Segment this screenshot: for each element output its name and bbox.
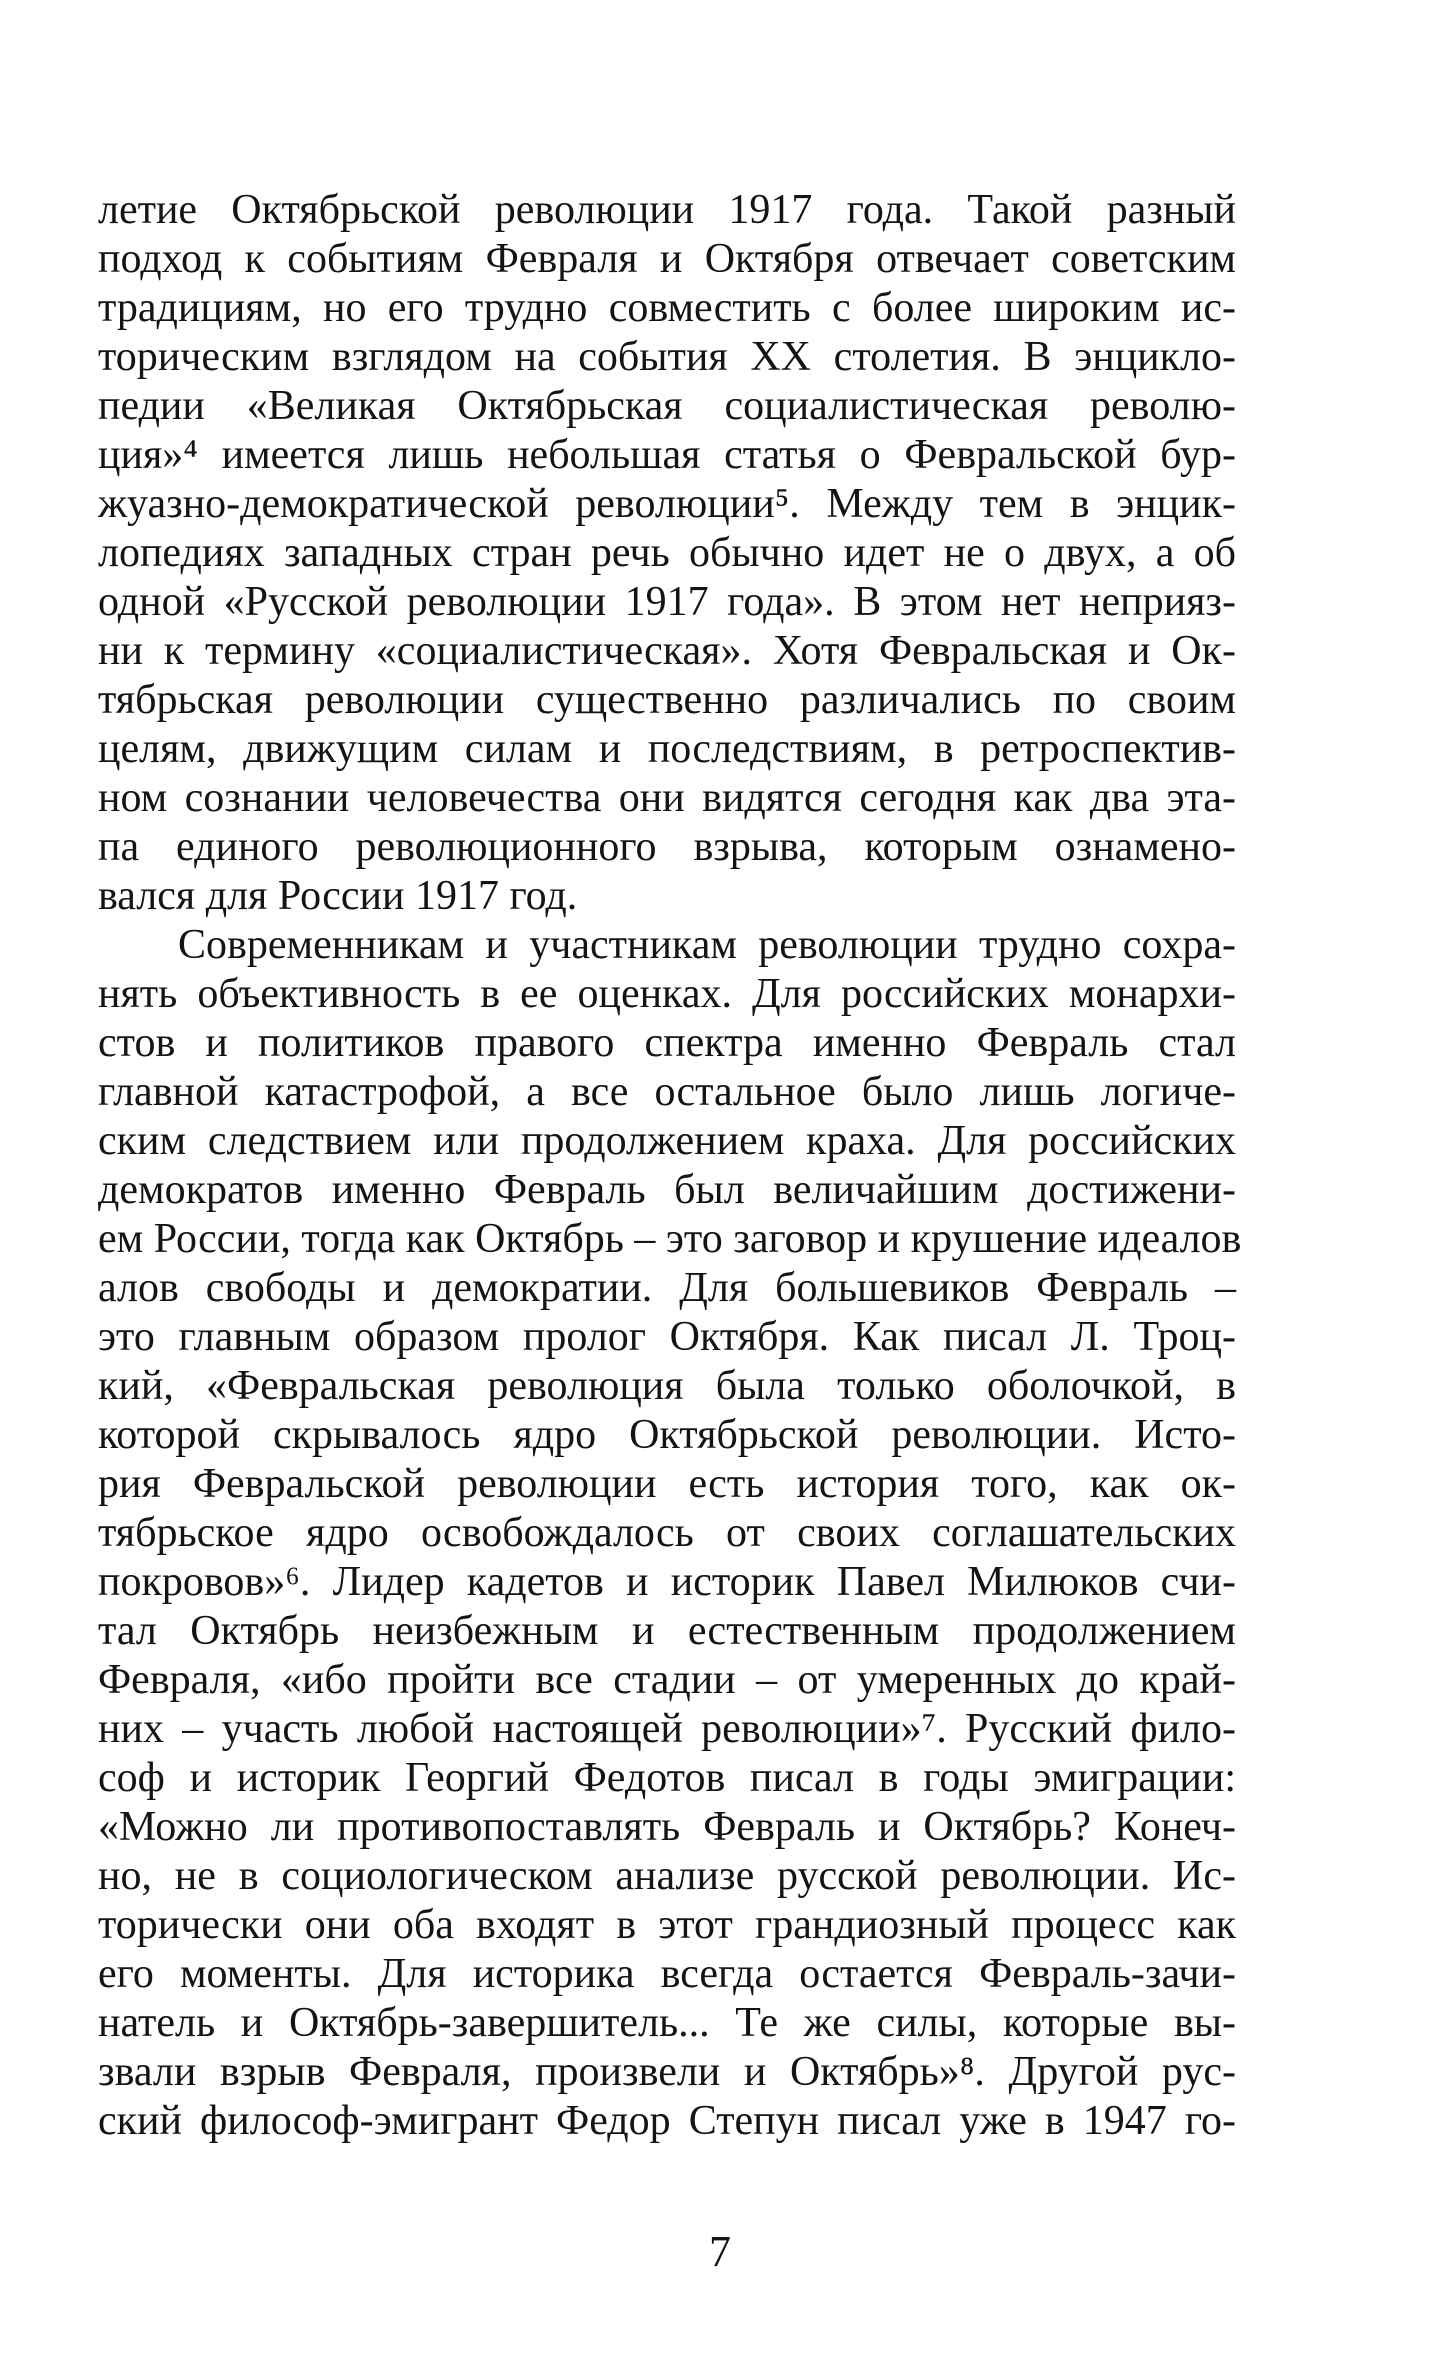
paragraph-2: [98, 921, 1242, 2146]
text-line: нять объективность в ее оценках. Для российских монархи-: [98, 971, 1236, 1017]
text-line: соф и историк Георгий Федотов писал в годы эмиграции:: [98, 1755, 1236, 1801]
text-line: Февраля, «ибо пройти все стадии – от умеренных до край-: [98, 1657, 1236, 1703]
text-line: подход к событиям Февраля и Октября отвечает советским: [98, 236, 1236, 282]
text-line: демократов именно Февраль был величайшим достижени-: [98, 1167, 1236, 1213]
text-line: стов и политиков правого спектра именно Февраль стал: [98, 1020, 1236, 1066]
text-line: ский философ-эмигрант Федор Степун писал уже в 1947 го-: [98, 2098, 1236, 2144]
page-body: [98, 186, 1242, 2146]
text-line: жуазно-демократической революции⁵. Между тем в энцик-: [98, 481, 1236, 527]
text-line: вался для России 1917 год.: [98, 873, 578, 919]
text-line: алов свободы и демократии. Для большевиков Февраль –: [98, 1265, 1236, 1311]
page-number: 7: [709, 2227, 731, 2276]
text-line: его моменты. Для историка всегда остается Февраль-зачи-: [98, 1951, 1236, 1997]
text-line: ским следствием или продолжением краха. Для российских: [98, 1118, 1236, 1164]
text-line: рия Февральской революции есть история того, как ок-: [98, 1461, 1236, 1507]
paragraph-1: [98, 186, 1236, 921]
text-line: торическим взглядом на события XX столетия. В энцикло-: [98, 334, 1236, 380]
text-line: которой скрывалось ядро Октябрьской революции. Исто-: [98, 1412, 1236, 1458]
text-line: торически они оба входят в этот грандиозный процесс как: [98, 1902, 1236, 1948]
text-line: одной «Русской революции 1917 года». В этом нет неприяз-: [98, 579, 1236, 625]
text-line: тябрьская революции существенно различались по своим: [98, 677, 1236, 723]
text-line: «Можно ли противопоставлять Февраль и Октябрь? Конеч-: [98, 1804, 1236, 1850]
text-line: кий, «Февральская революция была только оболочкой, в: [98, 1363, 1236, 1409]
text-line: традициям, но его трудно совместить с более широким ис-: [98, 285, 1236, 331]
text-line: них – участь любой настоящей революции»⁷. Русский фило-: [98, 1706, 1236, 1752]
text-line: летие Октябрьской революции 1917 года. Такой разный: [98, 187, 1236, 233]
text-line: ция»⁴ имеется лишь небольшая статья о Февральской бур-: [98, 432, 1236, 478]
text-line: главной катастрофой, а все остальное было лишь логиче-: [98, 1069, 1236, 1115]
text-line: это главным образом пролог Октября. Как писал Л. Троц-: [98, 1314, 1236, 1360]
text-line: целям, движущим силам и последствиям, в ретроспектив-: [98, 726, 1236, 772]
text-line: лопедиях западных стран речь обычно идет не о двух, а об: [98, 530, 1236, 576]
text-line: ном сознании человечества они видятся сегодня как два эта-: [98, 775, 1236, 821]
text-line: ем России, тогда как Октябрь – это заговор и крушение идеалов: [98, 1216, 1242, 1262]
text-line: педии «Великая Октябрьская социалистическая револю-: [98, 383, 1236, 429]
text-line: тябрьское ядро освобождалось от своих соглашательских: [98, 1510, 1236, 1556]
text-line: тал Октябрь неизбежным и естественным продолжением: [98, 1608, 1236, 1654]
text-line: ни к термину «социалистическая». Хотя Февральская и Ок-: [98, 628, 1236, 674]
text-line: па единого революционного взрыва, которым ознамено-: [98, 824, 1236, 870]
text-line: покровов»⁶. Лидер кадетов и историк Павел Милюков счи-: [98, 1559, 1236, 1605]
text-line: но, не в социологическом анализе русской революции. Ис-: [98, 1853, 1236, 1899]
text-line: натель и Октябрь-завершитель... Те же силы, которые вы-: [98, 2000, 1236, 2046]
text-line: звали взрыв Февраля, произвели и Октябрь»⁸. Другой рус-: [98, 2049, 1236, 2095]
text-line: Современникам и участникам революции трудно сохра-: [178, 922, 1236, 968]
